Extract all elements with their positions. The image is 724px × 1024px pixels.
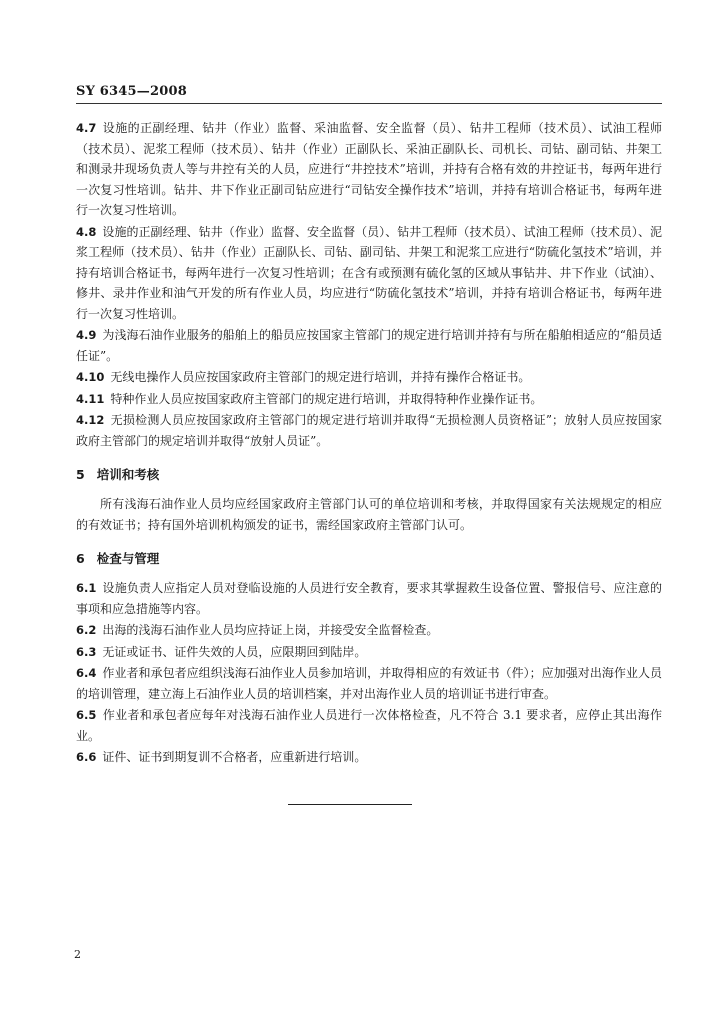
section-title: 培训和考核 (96, 467, 160, 482)
clause-4-7 (76, 118, 662, 221)
clause-text: 无线电操作人员应按国家政府主管部门的规定进行培训，并持有操作合格证书。 (110, 370, 531, 384)
clause-number: 6.6 (76, 750, 97, 764)
clause-6-2 (76, 620, 662, 641)
clause-text: 无证或证书、证件失效的人员，应限期回到陆岸。 (102, 644, 367, 659)
end-of-document-rule (288, 804, 412, 805)
clause-text: 出海的浅海石油作业人员均应持证上岗，并接受安全监督检查。 (102, 623, 439, 637)
header-rule (76, 103, 662, 104)
clause-number: 6.4 (76, 666, 97, 680)
clause-4-9 (76, 325, 662, 366)
clause-text: 设施的正副经理、钻井（作业）监督、安全监督（员）、钻井工程师（技术员）、试油工程师（技术员）、泥浆工程师（技术员）、钻井（作业）正副队长、司钻、副司钻、井架工和泥浆工应进行“防硫化氢技术”培训，并持有培训合格证书，每两年进行一次复习性培训；在含有或预测有硫化氢的区域从事钻井、井下作业（试油）、修井、录井作业和油气开发的所有作业人员，均应进行“防硫化氢技术”培训，并持有培训合格证书，每两年进行一次复习性培训。 (76, 224, 662, 321)
clause-text: 设施的正副经理、钻井（作业）监督、采油监督、安全监督（员）、钻井工程师（技术员）、试油工程师（技术员）、泥浆工程师（技术员）、钻井（作业）正副队长、采油正副队长、司机长、司钻、副司钻、井架工和测录井现场负责人等与井控有关的人员，应进行“井控技术”培训，并持有合格有效的井控证书，每两年进行一次复习性培训。钻井、井下作业正副司钻应进行“司钻安全操作技术”培训，并持有培训合格证书，每两年进行一次复习性培训。 (76, 121, 662, 217)
clause-4-12 (76, 410, 662, 451)
clause-number: 6.1 (76, 581, 97, 595)
clause-6-3 (76, 642, 662, 663)
section-heading-6 (76, 549, 662, 569)
clause-text: 作业者和承包者应每年对浅海石油作业人员进行一次体格检查，凡不符合 3.1 要求者，应停止其出海作业。 (76, 708, 662, 743)
clause-6-5 (76, 705, 662, 746)
clause-6-6 (76, 747, 662, 768)
clause-number: 4.9 (76, 328, 97, 342)
clause-number: 6.2 (76, 623, 97, 637)
clause-number: 4.10 (76, 370, 105, 384)
clause-6-4 (76, 663, 662, 704)
clause-4-8 (76, 222, 662, 325)
clause-6-1 (76, 578, 662, 619)
clause-4-11 (76, 389, 662, 410)
clause-text: 设施负责人应指定人员对登临设施的人员进行安全教育，要求其掌握救生设备位置、警报信号、应注意的事项和应急措施等内容。 (76, 581, 662, 616)
section-5-paragraph: 所有浅海石油作业人员均应经国家政府主管部门认可的单位培训和考核，并取得国家有关法规规定的相应的有效证书；持有国外培训机构颁发的证书，需经国家政府主管部门认可。 (76, 497, 662, 532)
clause-number: 4.11 (76, 391, 105, 406)
clause-number: 4.7 (76, 121, 97, 135)
clause-number: 6.5 (76, 708, 97, 722)
clause-text: 为浅海石油作业服务的船舶上的船员应按国家主管部门的规定进行培训并持有与所在船舶相适应的“船员适任证”。 (76, 328, 662, 363)
clause-number: 4.12 (76, 413, 105, 427)
clause-text: 证件、证书到期复训不合格者，应重新进行培训。 (102, 750, 367, 764)
clause-text: 特种作业人员应按国家政府主管部门的规定进行培训，并取得特种作业操作证书。 (110, 391, 543, 406)
section-heading-5 (76, 465, 662, 485)
section-number: 5 (76, 467, 85, 482)
clause-number: 6.3 (76, 644, 97, 659)
clause-text: 作业者和承包者应组织浅海石油作业人员参加培训，并取得相应的有效证书（件）；应加强对出海作业人员的培训管理，建立海上石油作业人员的培训档案，并对出海作业人员的培训证书进行审查。 (76, 666, 662, 701)
clause-4-10 (76, 367, 662, 388)
section-number: 6 (76, 551, 85, 566)
document-body (76, 118, 662, 769)
standard-id: SY 6345—2008 (76, 84, 187, 99)
page-number: 2 (74, 948, 81, 961)
clause-text: 无损检测人员应按国家政府主管部门的规定进行培训并取得“无损检测人员资格证”；放射人员应按国家政府主管部门的规定培训并取得“放射人员证”。 (76, 413, 662, 448)
section-title: 检查与管理 (96, 551, 160, 566)
clause-number: 4.8 (76, 224, 97, 239)
